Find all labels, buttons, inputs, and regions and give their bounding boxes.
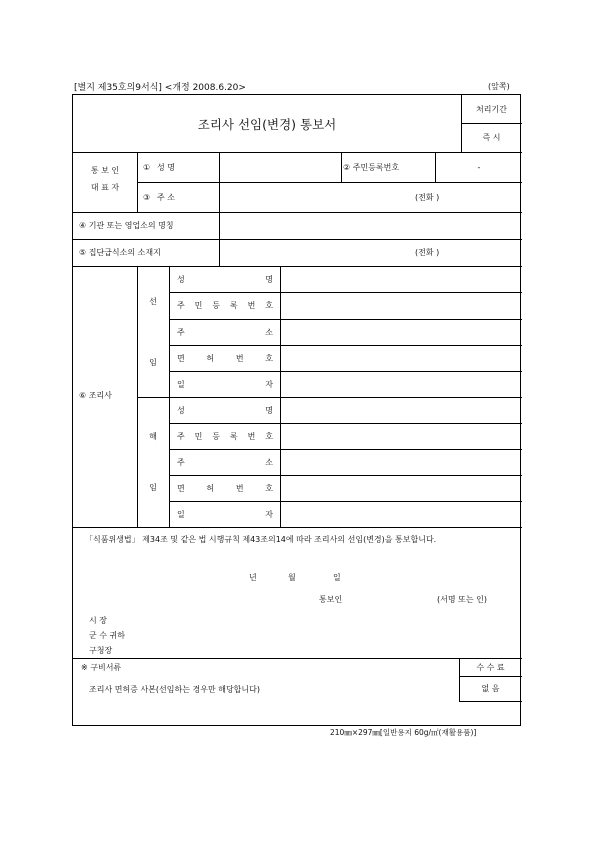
dismissal-label — [137, 431, 169, 493]
dismiss-address-label: 주 소 — [177, 457, 273, 467]
form-code: [별지 제35호의9서식] <개정 2008.6.20> — [74, 83, 246, 93]
resident-number-field[interactable]: - — [477, 162, 481, 172]
recipient-district: 구청장 — [89, 646, 113, 655]
attachment-item: 조리사 면허증 사본(선임하는 경우만 해당합니다) — [89, 685, 260, 694]
date-year: 년 — [249, 573, 257, 582]
appointment-char-1: 선 — [149, 297, 157, 306]
address-field[interactable] — [220, 182, 410, 212]
location-field[interactable] — [220, 239, 410, 266]
dismiss-date-label: 일 자 — [177, 509, 273, 519]
date-month: 월 — [288, 573, 296, 582]
signer-label: 통보인 — [319, 595, 343, 604]
appoint-address-label: 주 소 — [177, 327, 273, 337]
address-number: ③ — [143, 192, 151, 202]
dismiss-rrn-field[interactable] — [281, 423, 522, 449]
name-number: ① — [143, 162, 151, 172]
recipient-county: 군 수 귀하 — [89, 631, 125, 640]
location-label: ⑤ 집단급식소의 소재지 — [79, 248, 161, 257]
paper-spec-footer: 210㎜×297㎜[일반용지 60g/㎡(재활용품)] — [330, 728, 477, 737]
dismiss-rrn-label: 주 민 등 록 번 호 — [177, 431, 273, 441]
cook-label: ⑥ 조리사 — [79, 390, 112, 400]
dismissal-char-1: 해 — [149, 432, 157, 441]
appoint-name-label: 성 명 — [177, 274, 273, 284]
name-field[interactable] — [220, 152, 340, 182]
fee-value: 없 음 — [481, 684, 500, 693]
appoint-date-label: 일 자 — [177, 379, 273, 389]
location-phone: (전화 ) — [415, 248, 440, 257]
attachments-label: ※ 구비서류 — [81, 663, 122, 672]
dismiss-address-field[interactable] — [281, 449, 522, 475]
business-name-field[interactable] — [220, 212, 522, 239]
address-label: 주 소 — [157, 192, 175, 202]
appoint-rrn-field[interactable] — [281, 292, 522, 319]
appointment-label — [137, 296, 169, 368]
resident-number-label: ② 주민등록번호 — [343, 162, 400, 172]
form-title: 조리사 선임(변경) 통보서 — [197, 116, 337, 132]
appoint-name-field[interactable] — [281, 266, 522, 292]
address-phone: (전화 ) — [415, 192, 440, 202]
appoint-address-field[interactable] — [281, 319, 522, 345]
processing-period-value: 즉 시 — [482, 133, 501, 142]
dismiss-date-field[interactable] — [281, 501, 522, 527]
date-day: 일 — [333, 573, 341, 582]
dismissal-char-2: 임 — [149, 483, 157, 492]
dismiss-name-field[interactable] — [281, 397, 522, 423]
notifier-label: 통 보 인 — [90, 165, 120, 175]
representative-label: 대 표 자 — [90, 182, 120, 192]
fee-label: 수 수 료 — [476, 662, 505, 672]
dismiss-license-label: 면 허 번 호 — [177, 483, 273, 493]
appoint-rrn-label: 주 민 등 록 번 호 — [177, 301, 273, 310]
dismiss-name-label: 성 명 — [177, 405, 273, 415]
appoint-date-field[interactable] — [281, 371, 522, 397]
name-label: 성 명 — [157, 162, 175, 172]
business-name-label: ④ 기관 또는 영업소의 명칭 — [79, 221, 174, 230]
statement-text: 「식품위생법」 제34조 및 같은 법 시행규칙 제43조의14에 따라 조리사의 선임(변경)을 통보합니다. — [85, 535, 437, 544]
processing-period-label: 처리기간 — [476, 104, 507, 114]
signature-placeholder[interactable]: (서명 또는 인) — [437, 595, 487, 604]
recipient-mayor: 시 장 — [89, 616, 107, 625]
notification-form — [72, 94, 521, 726]
appointment-char-2: 임 — [149, 358, 157, 367]
page-side: (앞쪽) — [488, 82, 510, 91]
dismiss-license-field[interactable] — [281, 475, 522, 501]
appoint-license-field[interactable] — [281, 345, 522, 371]
appoint-license-label: 면 허 번 호 — [177, 353, 273, 363]
